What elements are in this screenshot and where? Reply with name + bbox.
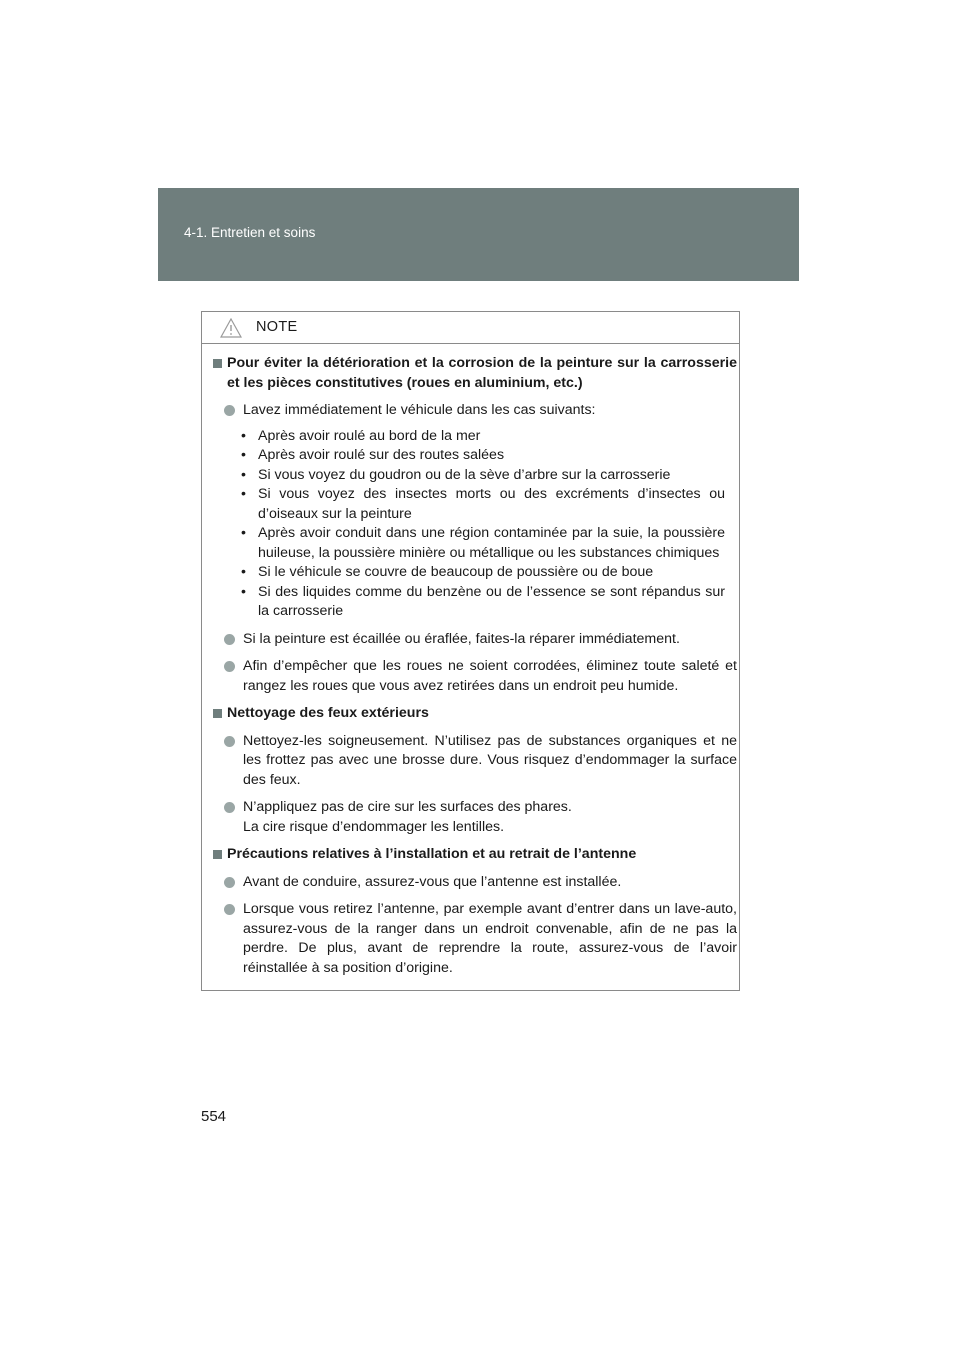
note-section-antenna bbox=[213, 845, 737, 978]
round-bullet-icon bbox=[224, 405, 235, 416]
note-section-paint bbox=[213, 354, 737, 696]
round-bullet-icon bbox=[224, 802, 235, 813]
square-bullet-icon bbox=[213, 709, 222, 718]
page-number: 554 bbox=[201, 1108, 227, 1125]
section-title: 4-1. Entretien et soins bbox=[184, 225, 316, 240]
round-bullet-icon bbox=[224, 736, 235, 747]
bullet-item: Si la peinture est écaillée ou éraflée, faites-la réparer immédiatement. bbox=[213, 630, 737, 650]
section-heading: Précautions relatives à l’installation et au retrait de l’antenne bbox=[213, 845, 737, 865]
note-body bbox=[213, 354, 737, 986]
note-section-lights bbox=[213, 704, 737, 837]
note-title: NOTE bbox=[256, 319, 298, 335]
section-header-band bbox=[158, 188, 799, 281]
round-bullet-icon bbox=[224, 634, 235, 645]
note-header bbox=[202, 312, 739, 344]
section-heading: Pour éviter la détérioration et la corrosion de la peinture sur la carrosserie et les pièces constitutives (roues en aluminium, etc.) bbox=[213, 354, 737, 393]
bullet-item: Afin d’empêcher que les roues ne soient corrodées, éliminez toute saleté et rangez les roues que vous avez retirées dans un endroit peu humide. bbox=[213, 657, 737, 696]
warning-triangle-icon bbox=[220, 318, 242, 338]
round-bullet-icon bbox=[224, 661, 235, 672]
bullet-item: N’appliquez pas de cire sur les surfaces des phares. La cire risque d’endommager les lentilles. bbox=[213, 798, 737, 837]
sub-list-item: • Si vous voyez du goudron ou de la sève d’arbre sur la carrosserie bbox=[241, 466, 671, 483]
section-heading: Nettoyage des feux extérieurs bbox=[213, 704, 737, 724]
round-bullet-icon bbox=[224, 877, 235, 888]
square-bullet-icon bbox=[213, 359, 222, 368]
bullet-item: Lavez immédiatement le véhicule dans les cas suivants: bbox=[213, 401, 737, 421]
bullet-item: Avant de conduire, assurez-vous que l’antenne est installée. bbox=[213, 873, 737, 893]
sub-list bbox=[213, 427, 737, 622]
note-box bbox=[201, 311, 740, 991]
square-bullet-icon bbox=[213, 850, 222, 859]
sub-list-item: • Si le véhicule se couvre de beaucoup de poussière ou de boue bbox=[241, 564, 654, 580]
bullet-item: Nettoyez-les soigneusement. N’utilisez pas de substances organiques et ne les frottez pas avec une brosse dure. Vous risquez d’endommager la surface des feux. bbox=[213, 732, 737, 791]
sub-list-item: • Après avoir roulé au bord de la mer bbox=[241, 427, 481, 444]
sub-list-item: • Si des liquides comme du benzène ou de l’essence se sont répandus sur la carrosserie bbox=[241, 583, 725, 619]
sub-list-item: • Après avoir roulé sur des routes salées bbox=[241, 447, 505, 463]
bullet-item: Lorsque vous retirez l’antenne, par exemple avant d’entrer dans un lave-auto, assurez-vous de la ranger dans un endroit convenable, afin de ne pas la perdre. De plus, avant de reprendre la route, assurez-vous de l’avoir réinstallée à sa position d’origine. bbox=[213, 900, 737, 978]
sub-list-item: • Après avoir conduit dans une région contaminée par la suie, la poussière huileuse, la poussière minière ou métallique ou les substances chimiques bbox=[241, 525, 725, 561]
round-bullet-icon bbox=[224, 904, 235, 915]
sub-list-item: • Si vous voyez des insectes morts ou des excréments d’insectes ou d’oiseaux sur la peinture bbox=[241, 486, 725, 522]
